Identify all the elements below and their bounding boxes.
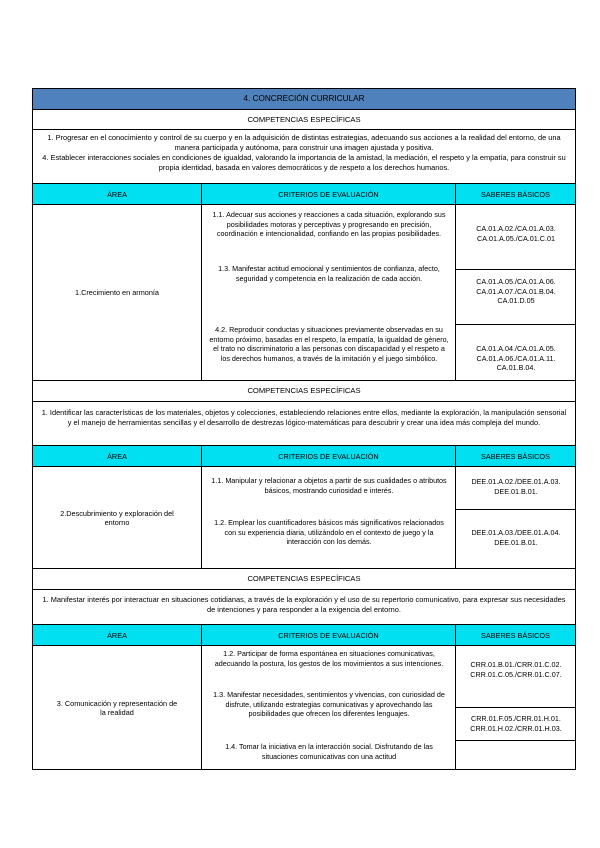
header-area: ÁREA [32,445,202,467]
saberes-item: CRR.01.B.01./CRR.01.C.02. CRR.01.C.05./CRR.01.C.07. [470,660,562,679]
criterio-item: 1.3. Manifestar necesidades, sentimientos y vivencias, con curiosidad de disfrute, utilizando estrategias comunicativas y aprovechando las posibilidades que ofrecen los diferentes lenguajes. [213,690,445,719]
header-criterios: CRITERIOS DE EVALUACIÓN [201,183,456,205]
competencias-text [32,401,576,446]
area-cell: 2.Descubrimiento y exploración del entorno [32,466,202,569]
area-cell: 1.Crecimiento en armonía [32,204,202,381]
header-saberes: SABERES BÁSICOS [455,445,576,467]
competencias-heading: COMPETENCIAS ESPECÍFICAS [32,380,576,402]
saberes-item: CA.01.A.04./CA.01.A.05. CA.01.A.06./CA.01.A.11. CA.01.B.04. [476,344,556,373]
competencias-text [32,129,576,184]
header-criterios: CRITERIOS DE EVALUACIÓN [201,624,456,646]
criterio-item: 1.1. Adecuar sus acciones y reacciones a cada situación, explorando sus posibilidades motoras y perceptivas y progresando en precisión, coordinación e intencionalidad, confiando en las propias posibilidades. [212,210,446,239]
curricular-table [32,88,576,770]
header-area: ÁREA [32,624,202,646]
criterio-item: 1.2. Participar de forma espontánea en situaciones comunicativas, adecuando la postura, los gestos de los movimientos a sus intenciones. [214,649,444,668]
saberes-cell [455,740,576,770]
saberes-item: CA.01.A.02./CA.01.A.03. CA.01.A.05./CA.01.C.01 [476,224,556,243]
saberes-item: CA.01.A.05./CA.01.A.06. CA.01.A.07./CA.01.B.04. CA.01.D.05 [476,277,556,306]
criterio-item: 4.2. Reproducir conductas y situaciones previamente observadas en su entorno próximo, basadas en el respeto, la empatía, la igualdad de género, el trato no discriminatorio a las personas con discapacidad y el respeto a los derechos humanos, a través de la imitación y el juego simbólico. [209,325,449,363]
competencia-item: 1. Identificar las características de los materiales, objetos y colecciones, estableciendo relaciones entre ellos, mediante la exploración, la manipulación sensorial y el manejo de herramientas sencillas y el desarrollo de destrezas lógico-matemáticas para descubrir y crear una idea más compleja del mundo. [41,408,567,427]
competencia-item: 1. Progresar en el conocimiento y control de su cuerpo y en la adquisición de distintas estrategias, adecuando sus acciones a la realidad del entorno, de una manera participada y autónoma, para construir una imagen ajustada y positiva. [47,133,561,152]
section-title: 4. CONCRECIÓN CURRICULAR [32,88,576,110]
area-cell: 3. Comunicación y representación de la realidad [32,645,202,770]
saberes-item: CRR.01.F.05./CRR.01.H.01. CRR.01.H.02./CRR.01.H.03. [470,714,562,733]
competencia-item: 4. Establecer interacciones sociales en condiciones de igualdad, valorando la importancia de la amistad, la mediación, el respeto y la empatía, para construir su propia identidad, basada en valores democráticos y de respeto a los derechos humanos. [42,153,566,172]
header-saberes: SABERES BÁSICOS [455,624,576,646]
header-saberes: SABERES BÁSICOS [455,183,576,205]
criterio-item: 1.4. Tomar la iniciativa en la interacción social. Disfrutando de las situaciones comunicativas con una actitud [225,742,433,761]
criterio-item: 1.2. Emplear los cuantificadores básicos más significativos relacionados con su experiencia diaria, utilizándolo en el contexto de juego y la interacción con los demás. [214,518,444,547]
saberes-item: DEE.01.A.02./DEE.01.A.03. DEE.01.B.01. [471,477,561,496]
header-area: ÁREA [32,183,202,205]
saberes-item: DEE.01.A.03./DEE.01.A.04. DEE.01.B.01. [471,528,561,547]
criterio-item: 1.1. Manipular y relacionar a objetos a partir de sus cualidades o atributos básicos, mostrando curiosidad e interés. [211,476,447,495]
criterio-item: 1.3. Manifestar actitud emocional y sentimientos de confianza, afecto, seguridad y competencia en la realización de cada acción. [218,264,440,283]
competencias-heading: COMPETENCIAS ESPECÍFICAS [32,568,576,590]
competencias-text [32,589,576,625]
competencias-heading: COMPETENCIAS ESPECÍFICAS [32,109,576,130]
competencia-item: 1. Manifestar interés por interactuar en situaciones cotidianas, a través de la exploración y el uso de su repertorio comunicativo, para expresar sus necesidades de intenciones y para responder a la exigencia del entorno. [42,595,566,614]
header-criterios: CRITERIOS DE EVALUACIÓN [201,445,456,467]
